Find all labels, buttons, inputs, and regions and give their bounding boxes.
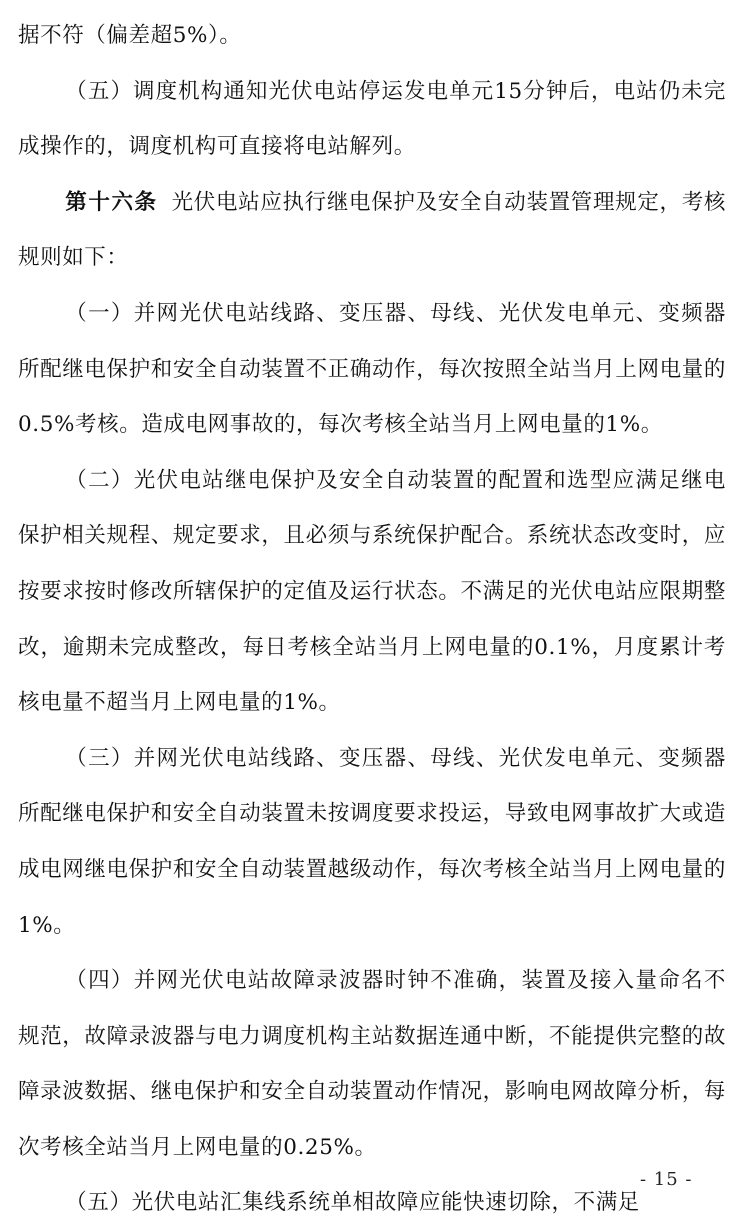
paragraph-text: 光伏电站应执行继电保护及安全自动装置管理规定，考核规则如下： — [18, 189, 726, 271]
document-body — [18, 8, 726, 1231]
paragraph-item-2 — [18, 453, 726, 731]
paragraph-item-1 — [18, 286, 726, 453]
paragraph-item-3 — [18, 731, 726, 953]
paragraph-text: （二）光伏电站继电保护及安全自动装置的配置和选型应满足继电保护相关规程、规定要求，且必须与系统保护配合。系统状态改变时，应按要求按时修改所辖保护的定值及运行状态。不满足的光伏电站应限期整改，逾期未完成整改，每日考核全站当月上网电量的0.1%，月度累计考核电量不超当月上网电量的1%。 — [18, 467, 726, 716]
paragraph-text: （一）并网光伏电站线路、变压器、母线、光伏发电单元、变频器所配继电保护和安全自动装置不正确动作，每次按照全站当月上网电量的0.5%考核。造成电网事故的，每次考核全站当月上网电量的1%。 — [18, 300, 726, 438]
article-16-heading — [18, 175, 726, 286]
paragraph-item-5-dispatch — [18, 64, 726, 175]
article-number: 第十六条 — [65, 189, 158, 215]
paragraph-item-5-collector — [18, 1175, 726, 1231]
page-number: - 15 - — [640, 1169, 693, 1190]
paragraph-text: （五）光伏电站汇集线系统单相故障应能快速切除，不满足 — [65, 1190, 640, 1216]
paragraph-item-4 — [18, 953, 726, 1175]
paragraph-text: （四）并网光伏电站故障录波器时钟不准确，装置及接入量命名不规范，故障录波器与电力调度机构主站数据连通中断，不能提供完整的故障录波数据、继电保护和安全自动装置动作情况，影响电网故障分析，每次考核全站当月上网电量的0.25%。 — [18, 968, 726, 1160]
paragraph-continuation — [18, 8, 726, 64]
paragraph-text: （三）并网光伏电站线路、变压器、母线、光伏发电单元、变频器所配继电保护和安全自动装置未按调度要求投运，导致电网事故扩大或造成电网继电保护和安全自动装置越级动作，每次考核全站当月上网电量的1%。 — [18, 745, 726, 938]
paragraph-text: 据不符（偏差超5%）。 — [18, 23, 242, 48]
paragraph-text: （五）调度机构通知光伏电站停运发电单元15分钟后，电站仍未完成操作的，调度机构可直接将电站解列。 — [18, 78, 726, 160]
